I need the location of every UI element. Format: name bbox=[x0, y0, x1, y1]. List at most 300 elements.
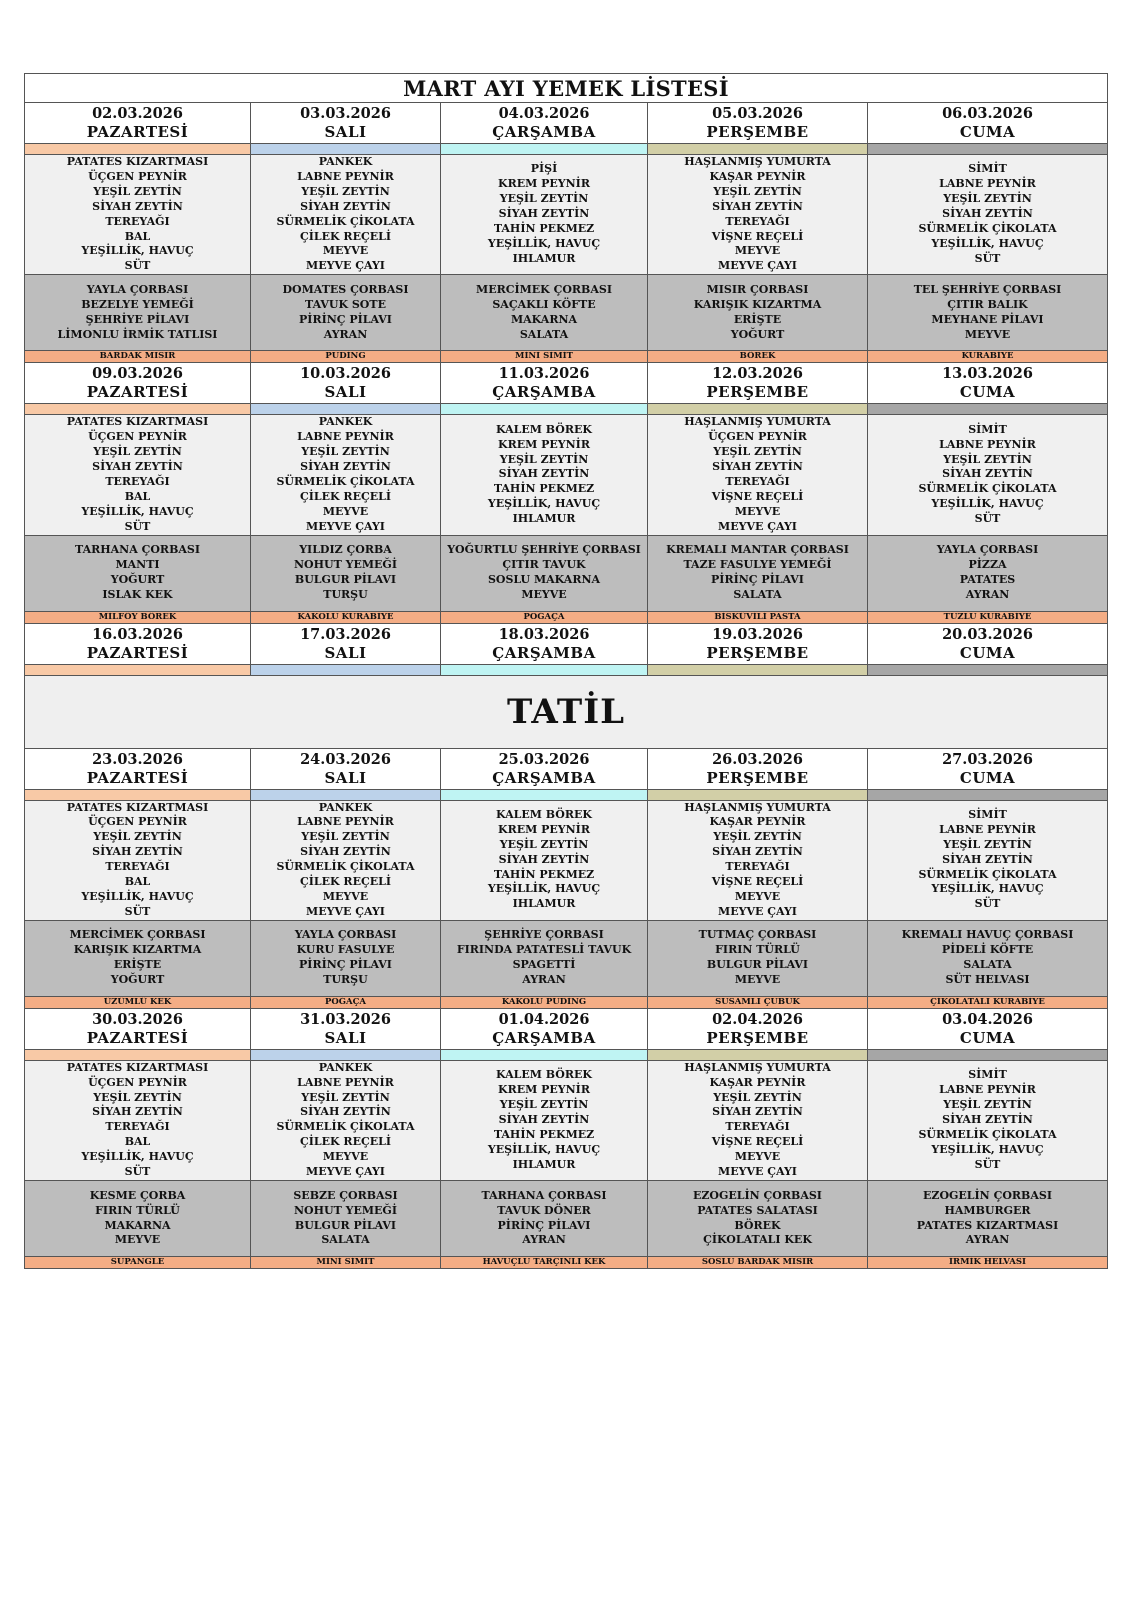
menu-item: YEŞİL ZEYTİN bbox=[93, 184, 182, 198]
menu-item: SÜRMELİK ÇİKOLATA bbox=[276, 1120, 415, 1134]
menu-item: PİRİNÇ PİLAVI bbox=[711, 573, 804, 586]
menu-item: AYRAN bbox=[522, 1233, 566, 1247]
day-color-strip bbox=[25, 144, 251, 155]
day-header bbox=[25, 748, 251, 789]
day-header bbox=[648, 363, 868, 404]
day-date: 09.03.2026 bbox=[92, 365, 183, 383]
menu-item: AYRAN bbox=[965, 587, 1010, 601]
menu-item: DOMATES ÇORBASI bbox=[282, 282, 409, 296]
breakfast-menu bbox=[868, 155, 1108, 275]
day-color-strip bbox=[441, 144, 648, 155]
menu-item: IHLAMUR bbox=[512, 251, 576, 265]
menu-item: SÜT bbox=[974, 1157, 1001, 1171]
snack-item: ÜZÜMLÜ KEK bbox=[25, 996, 251, 1008]
menu-item: SÜT HELVASI bbox=[945, 973, 1030, 987]
menu-item: SİYAH ZEYTİN bbox=[92, 199, 183, 213]
breakfast-menu bbox=[648, 800, 868, 920]
menu-item: PATATES SALATASI bbox=[697, 1203, 818, 1217]
day-color-strip bbox=[251, 789, 441, 800]
menu-item: FIRIN TÜRLÜ bbox=[715, 943, 800, 957]
menu-item: SAÇAKLI KÖFTE bbox=[492, 297, 596, 311]
day-header bbox=[441, 103, 648, 144]
menu-item: SİYAH ZEYTİN bbox=[498, 1112, 590, 1126]
menu-item: LABNE PEYNİR bbox=[939, 822, 1036, 836]
menu-item: PANKEK bbox=[318, 800, 373, 814]
day-name: PERŞEMBE bbox=[706, 1028, 809, 1047]
menu-item: BÖREK bbox=[734, 1218, 781, 1232]
day-color-strip bbox=[441, 1049, 648, 1060]
menu-item: ÇITIR BALIK bbox=[947, 297, 1028, 311]
lunch-menu bbox=[868, 535, 1108, 611]
day-name: PAZARTESİ bbox=[86, 383, 189, 402]
menu-item: YEŞİL ZEYTİN bbox=[93, 1090, 182, 1104]
holiday-row bbox=[25, 675, 1108, 748]
menu-item: HAŞLANMIŞ YUMURTA bbox=[684, 1060, 831, 1074]
day-color-strip bbox=[25, 1049, 251, 1060]
menu-item: MEYVE bbox=[734, 244, 781, 258]
menu-item: KALEM BÖREK bbox=[496, 1068, 592, 1082]
snack-item: BÖREK bbox=[648, 351, 868, 363]
lunch-menu bbox=[25, 1181, 251, 1257]
snack-row bbox=[25, 996, 1108, 1008]
menu-item: TAHİN PEKMEZ bbox=[493, 482, 595, 496]
menu-item: VİŞNE REÇELİ bbox=[711, 1135, 804, 1149]
menu-item: SİYAH ZEYTİN bbox=[712, 199, 803, 213]
menu-item: ÜÇGEN PEYNİR bbox=[708, 430, 807, 444]
menu-item: IHLAMUR bbox=[512, 1157, 576, 1171]
menu-item: TARHANA ÇORBASI bbox=[74, 543, 200, 557]
day-header bbox=[868, 623, 1108, 664]
color-strip-row bbox=[25, 789, 1108, 800]
day-date: 02.04.2026 bbox=[712, 1010, 803, 1028]
lunch-menu bbox=[251, 920, 441, 996]
menu-item: KREM PEYNİR bbox=[498, 822, 590, 836]
menu-item: SALATA bbox=[963, 958, 1012, 972]
menu-item: ÇİLEK REÇELİ bbox=[300, 229, 391, 243]
day-date: 26.03.2026 bbox=[712, 750, 803, 768]
menu-item: YEŞİL ZEYTİN bbox=[713, 184, 802, 198]
day-color-strip bbox=[441, 664, 648, 675]
day-header bbox=[441, 623, 648, 664]
menu-item: PANKEK bbox=[318, 415, 373, 429]
day-color-strip bbox=[868, 789, 1108, 800]
menu-item: SÜT bbox=[124, 519, 151, 533]
day-header bbox=[251, 103, 441, 144]
menu-item: YEŞİLLİK, HAVUÇ bbox=[931, 236, 1044, 250]
menu-item: EZOGELİN ÇORBASI bbox=[693, 1188, 822, 1202]
lunch-menu bbox=[251, 535, 441, 611]
menu-item: TEREYAĞI bbox=[725, 860, 790, 874]
menu-item: TAZE FASULYE YEMEĞİ bbox=[683, 558, 832, 572]
breakfast-menu bbox=[251, 155, 441, 275]
menu-item: YEŞİL ZEYTİN bbox=[499, 452, 589, 466]
menu-item: KREM PEYNİR bbox=[498, 177, 590, 191]
day-name: PAZARTESİ bbox=[86, 643, 189, 662]
menu-item: YOĞURTLU ŞEHRİYE ÇORBASI bbox=[447, 543, 641, 557]
menu-item: PATATES KIZARTMASI bbox=[66, 415, 209, 429]
menu-item: YEŞİLLİK, HAVUÇ bbox=[931, 1142, 1044, 1156]
menu-item: MEYVE bbox=[734, 973, 781, 987]
menu-item: BAL bbox=[124, 489, 151, 503]
day-header bbox=[251, 748, 441, 789]
day-date: 12.03.2026 bbox=[712, 365, 803, 383]
menu-item: SİYAH ZEYTİN bbox=[300, 1105, 391, 1119]
menu-item: TAHİN PEKMEZ bbox=[493, 222, 595, 236]
menu-item: TAVUK SOTE bbox=[305, 297, 386, 311]
menu-item: SİYAH ZEYTİN bbox=[92, 459, 183, 473]
snack-item: BARDAK MISIR bbox=[25, 351, 251, 363]
day-date: 23.03.2026 bbox=[92, 750, 183, 768]
menu-item: YEŞİL ZEYTİN bbox=[93, 830, 182, 844]
menu-item: YEŞİL ZEYTİN bbox=[943, 192, 1032, 206]
day-color-strip bbox=[441, 404, 648, 415]
snack-item: İRMİK HELVASI bbox=[868, 1257, 1108, 1269]
menu-item: TEREYAĞI bbox=[105, 860, 170, 874]
menu-item: SİYAH ZEYTİN bbox=[942, 852, 1033, 866]
day-name: PERŞEMBE bbox=[706, 768, 809, 787]
color-strip-row bbox=[25, 404, 1108, 415]
day-color-strip bbox=[868, 1049, 1108, 1060]
day-name: SALI bbox=[324, 123, 367, 141]
lunch-menu bbox=[648, 275, 868, 351]
menu-item: PATATES KIZARTMASI bbox=[66, 155, 209, 168]
menu-item: ÇİLEK REÇELİ bbox=[300, 1135, 391, 1149]
menu-item: ÜÇGEN PEYNİR bbox=[88, 815, 187, 829]
day-date: 30.03.2026 bbox=[92, 1010, 183, 1028]
menu-item: SİYAH ZEYTİN bbox=[712, 459, 803, 473]
menu-item: TEL ŞEHRİYE ÇORBASI bbox=[913, 282, 1062, 296]
breakfast-row bbox=[25, 800, 1108, 920]
breakfast-menu bbox=[868, 800, 1108, 920]
day-header bbox=[25, 623, 251, 664]
breakfast-menu bbox=[25, 415, 251, 535]
day-date: 01.04.2026 bbox=[498, 1010, 590, 1028]
day-name: PERŞEMBE bbox=[706, 383, 809, 402]
day-date: 24.03.2026 bbox=[300, 750, 391, 768]
lunch-menu bbox=[441, 535, 648, 611]
lunch-row bbox=[25, 920, 1108, 996]
day-name: SALI bbox=[324, 1028, 367, 1047]
day-date: 20.03.2026 bbox=[942, 625, 1033, 643]
menu-item: KREM PEYNİR bbox=[498, 437, 590, 451]
menu-item: YEŞİLLİK, HAVUÇ bbox=[487, 1142, 601, 1156]
menu-item: NOHUT YEMEĞİ bbox=[294, 558, 397, 572]
menu-item: SÜT bbox=[124, 904, 151, 918]
menu-item: MEYVE bbox=[734, 1150, 781, 1164]
day-header bbox=[648, 623, 868, 664]
menu-item: SÜT bbox=[974, 251, 1001, 265]
menu-item: PİDELİ KÖFTE bbox=[941, 943, 1034, 957]
day-header bbox=[648, 103, 868, 144]
day-color-strip bbox=[251, 1049, 441, 1060]
day-name: CUMA bbox=[959, 383, 1016, 402]
menu-item: SÜRMELİK ÇİKOLATA bbox=[918, 482, 1057, 496]
day-color-strip bbox=[25, 664, 251, 675]
day-date: 03.04.2026 bbox=[942, 1010, 1033, 1028]
day-name: SALI bbox=[324, 768, 367, 787]
menu-item: SÜRMELİK ÇİKOLATA bbox=[276, 860, 415, 874]
snack-row bbox=[25, 611, 1108, 623]
day-header-row bbox=[25, 1008, 1108, 1049]
menu-item: AYRAN bbox=[323, 327, 368, 341]
day-header bbox=[868, 363, 1108, 404]
menu-item: YILDIZ ÇORBA bbox=[299, 543, 392, 557]
lunch-row bbox=[25, 535, 1108, 611]
menu-item: PATATES KIZARTMASI bbox=[66, 1060, 209, 1074]
menu-table bbox=[24, 73, 1108, 1269]
menu-item: PANKEK bbox=[318, 1060, 373, 1074]
day-date: 04.03.2026 bbox=[498, 105, 590, 122]
menu-item: LİMONLU İRMİK TATLISI bbox=[57, 327, 218, 341]
menu-item: SİMİT bbox=[968, 162, 1007, 176]
day-color-strip bbox=[251, 664, 441, 675]
menu-item: SÜRMELİK ÇİKOLATA bbox=[918, 1127, 1057, 1141]
day-name: PERŞEMBE bbox=[706, 643, 809, 662]
menu-item: TAHİN PEKMEZ bbox=[493, 867, 595, 881]
day-date: 13.03.2026 bbox=[942, 365, 1033, 383]
menu-item: BAL bbox=[124, 229, 151, 243]
day-color-strip bbox=[868, 144, 1108, 155]
snack-item: SOSLU BARDAK MISIR bbox=[648, 1257, 868, 1269]
menu-item: BULGUR PİLAVI bbox=[706, 958, 809, 972]
lunch-menu bbox=[251, 275, 441, 351]
lunch-menu bbox=[868, 920, 1108, 996]
menu-item: ÜÇGEN PEYNİR bbox=[88, 169, 187, 183]
day-color-strip bbox=[648, 789, 868, 800]
menu-item: SİYAH ZEYTİN bbox=[712, 845, 803, 859]
menu-item: MAKARNA bbox=[510, 312, 578, 326]
day-header bbox=[648, 1008, 868, 1049]
menu-item: YEŞİL ZEYTİN bbox=[301, 1090, 390, 1104]
menu-item: SEBZE ÇORBASI bbox=[293, 1188, 398, 1202]
menu-item: MEYVE bbox=[322, 889, 369, 903]
menu-item: TARHANA ÇORBASI bbox=[481, 1188, 607, 1202]
snack-item: MİNİ SİMİT bbox=[251, 1257, 441, 1269]
menu-item: YEŞİLLİK, HAVUÇ bbox=[81, 889, 194, 903]
menu-item: KREM PEYNİR bbox=[498, 1083, 590, 1097]
breakfast-row bbox=[25, 155, 1108, 275]
menu-item: KREMALI HAVUÇ ÇORBASI bbox=[901, 928, 1074, 942]
menu-item: FIRINDA PATATESLİ TAVUK bbox=[456, 943, 632, 957]
menu-item: MEYVE ÇAYI bbox=[718, 904, 797, 918]
menu-item: FIRIN TÜRLÜ bbox=[95, 1203, 180, 1217]
color-strip-row bbox=[25, 664, 1108, 675]
menu-item: SİYAH ZEYTİN bbox=[498, 852, 590, 866]
menu-item: MEYVE bbox=[734, 504, 781, 518]
lunch-menu bbox=[251, 1181, 441, 1257]
title-row bbox=[25, 74, 1108, 103]
menu-item: PANKEK bbox=[318, 155, 373, 168]
breakfast-menu bbox=[251, 415, 441, 535]
day-name: SALI bbox=[324, 643, 367, 662]
menu-item: LABNE PEYNİR bbox=[297, 169, 394, 183]
menu-item: SÜT bbox=[974, 897, 1001, 911]
menu-item: MEYVE bbox=[521, 587, 567, 601]
menu-item: KALEM BÖREK bbox=[496, 807, 592, 821]
menu-item: VİŞNE REÇELİ bbox=[711, 875, 804, 889]
menu-item: MEYVE ÇAYI bbox=[306, 904, 385, 918]
menu-item: NOHUT YEMEĞİ bbox=[294, 1203, 397, 1217]
menu-item: BEZELYE YEMEĞİ bbox=[81, 297, 194, 311]
day-header-row bbox=[25, 363, 1108, 404]
menu-item: MEYVE bbox=[322, 504, 369, 518]
day-header-row bbox=[25, 623, 1108, 664]
menu-item: YEŞİLLİK, HAVUÇ bbox=[931, 497, 1044, 511]
menu-item: AYRAN bbox=[965, 1233, 1010, 1247]
day-color-strip bbox=[251, 404, 441, 415]
day-name: CUMA bbox=[959, 768, 1016, 787]
snack-row bbox=[25, 351, 1108, 363]
menu-item: SPAGETTİ bbox=[512, 958, 576, 972]
menu-item: MAKARNA bbox=[104, 1218, 171, 1232]
menu-item: SİYAH ZEYTİN bbox=[300, 845, 391, 859]
menu-item: VİŞNE REÇELİ bbox=[711, 229, 804, 243]
breakfast-menu bbox=[648, 415, 868, 535]
breakfast-menu bbox=[441, 1060, 648, 1180]
day-name: ÇARŞAMBA bbox=[492, 1028, 596, 1047]
menu-item: ÇİLEK REÇELİ bbox=[300, 489, 391, 503]
menu-item: VİŞNE REÇELİ bbox=[711, 489, 804, 503]
day-date: 06.03.2026 bbox=[942, 105, 1033, 122]
snack-item: ÇİKOLATALI KURABİYE bbox=[868, 996, 1108, 1008]
menu-item: BULGUR PİLAVI bbox=[294, 1218, 397, 1232]
menu-item: SİMİT bbox=[968, 1068, 1007, 1082]
breakfast-row bbox=[25, 1060, 1108, 1180]
day-date: 19.03.2026 bbox=[712, 625, 803, 643]
menu-item: TEREYAĞI bbox=[725, 1120, 790, 1134]
day-name: ÇARŞAMBA bbox=[492, 383, 596, 402]
menu-item: YAYLA ÇORBASI bbox=[936, 543, 1039, 557]
menu-item: YEŞİLLİK, HAVUÇ bbox=[487, 236, 601, 250]
menu-item: KURU FASULYE bbox=[296, 943, 395, 957]
snack-item: TUZLU KURABİYE bbox=[868, 611, 1108, 623]
menu-item: YEŞİL ZEYTİN bbox=[301, 184, 390, 198]
menu-item: MEYVE bbox=[964, 327, 1011, 341]
day-header bbox=[25, 1008, 251, 1049]
menu-item: ÜÇGEN PEYNİR bbox=[88, 430, 187, 444]
snack-item: BİSKÜVİLİ PASTA bbox=[648, 611, 868, 623]
menu-item: LABNE PEYNİR bbox=[939, 177, 1036, 191]
day-date: 10.03.2026 bbox=[300, 365, 391, 383]
snack-item: KAKOLU KURABİYE bbox=[251, 611, 441, 623]
day-header bbox=[868, 1008, 1108, 1049]
day-header bbox=[25, 103, 251, 144]
menu-item: SÜT bbox=[124, 259, 151, 273]
menu-item: YEŞİLLİK, HAVUÇ bbox=[487, 882, 601, 896]
breakfast-menu bbox=[868, 1060, 1108, 1180]
snack-item: POĞAÇA bbox=[251, 996, 441, 1008]
day-header-row bbox=[25, 748, 1108, 789]
breakfast-menu bbox=[25, 155, 251, 275]
day-color-strip bbox=[25, 789, 251, 800]
day-name: ÇARŞAMBA bbox=[492, 643, 596, 662]
menu-item: ŞEHRİYE PİLAVI bbox=[85, 312, 190, 326]
day-name: SALI bbox=[324, 383, 367, 402]
menu-item: SOSLU MAKARNA bbox=[487, 573, 601, 586]
day-header bbox=[251, 623, 441, 664]
menu-item: TAHİN PEKMEZ bbox=[493, 1127, 595, 1141]
menu-item: KAŞAR PEYNİR bbox=[709, 815, 806, 829]
menu-item: SÜRMELİK ÇİKOLATA bbox=[276, 474, 415, 488]
day-color-strip bbox=[868, 664, 1108, 675]
menu-item: MERCİMEK ÇORBASI bbox=[69, 928, 206, 942]
menu-item: EZOGELİN ÇORBASI bbox=[923, 1188, 1052, 1202]
lunch-menu bbox=[441, 920, 648, 996]
day-name: ÇARŞAMBA bbox=[492, 123, 596, 141]
snack-item: KAKOLU PUDİNG bbox=[441, 996, 648, 1008]
menu-item: PATATES KIZARTMASI bbox=[66, 800, 209, 814]
lunch-menu bbox=[25, 920, 251, 996]
day-color-strip bbox=[251, 144, 441, 155]
menu-item: BAL bbox=[124, 875, 151, 889]
day-color-strip bbox=[648, 1049, 868, 1060]
menu-item: ISLAK KEK bbox=[102, 587, 173, 601]
menu-item: MEYVE ÇAYI bbox=[718, 259, 797, 273]
day-date: 18.03.2026 bbox=[498, 625, 590, 643]
day-name: PERŞEMBE bbox=[706, 123, 809, 141]
menu-item: MEYVE ÇAYI bbox=[306, 1165, 385, 1179]
menu-item: AYRAN bbox=[522, 973, 566, 987]
day-header bbox=[441, 1008, 648, 1049]
menu-item: KALEM BÖREK bbox=[496, 422, 592, 436]
day-date: 25.03.2026 bbox=[498, 750, 590, 768]
menu-item: MEYVE ÇAYI bbox=[718, 1165, 797, 1179]
menu-item: SÜRMELİK ÇİKOLATA bbox=[918, 222, 1057, 236]
menu-item: BAL bbox=[124, 1135, 151, 1149]
menu-item: PATATES bbox=[959, 573, 1016, 586]
menu-item: BULGUR PİLAVI bbox=[294, 573, 397, 586]
snack-item: SUPANGLE bbox=[25, 1257, 251, 1269]
day-date: 05.03.2026 bbox=[712, 105, 803, 122]
menu-item: YEŞİL ZEYTİN bbox=[301, 445, 390, 459]
menu-item: YEŞİL ZEYTİN bbox=[713, 445, 802, 459]
snack-item: POĞAÇA bbox=[441, 611, 648, 623]
menu-item: YEŞİL ZEYTİN bbox=[499, 837, 589, 851]
menu-item: LABNE PEYNİR bbox=[297, 1075, 394, 1089]
lunch-menu bbox=[648, 1181, 868, 1257]
breakfast-menu bbox=[251, 800, 441, 920]
day-date: 31.03.2026 bbox=[300, 1010, 391, 1028]
menu-item: HAŞLANMIŞ YUMURTA bbox=[684, 415, 831, 429]
menu-item: SİYAH ZEYTİN bbox=[942, 1112, 1033, 1126]
menu-item: YOĞURT bbox=[730, 327, 785, 341]
menu-item: MERCİMEK ÇORBASI bbox=[476, 282, 612, 296]
day-name: PAZARTESİ bbox=[86, 123, 189, 141]
menu-item: YOĞURT bbox=[110, 573, 165, 586]
menu-item: SÜRMELİK ÇİKOLATA bbox=[276, 214, 415, 228]
menu-item: SÜT bbox=[974, 512, 1001, 526]
menu-item: LABNE PEYNİR bbox=[297, 430, 394, 444]
menu-item: MANTI bbox=[115, 558, 160, 572]
menu-item: ŞEHRİYE ÇORBASI bbox=[484, 928, 604, 942]
day-header bbox=[251, 1008, 441, 1049]
day-header bbox=[868, 748, 1108, 789]
menu-item: TAVUK DÖNER bbox=[497, 1203, 591, 1217]
menu-item: MEYVE bbox=[114, 1233, 161, 1247]
menu-item: MEYVE bbox=[734, 889, 781, 903]
menu-item: YEŞİL ZEYTİN bbox=[499, 1098, 589, 1112]
day-name: CUMA bbox=[959, 1028, 1016, 1047]
menu-item: ÇİLEK REÇELİ bbox=[300, 875, 391, 889]
breakfast-menu bbox=[441, 415, 648, 535]
day-header bbox=[441, 363, 648, 404]
breakfast-menu bbox=[868, 415, 1108, 535]
day-date: 16.03.2026 bbox=[92, 625, 183, 643]
day-color-strip bbox=[648, 664, 868, 675]
menu-item: YEŞİL ZEYTİN bbox=[943, 1098, 1032, 1112]
menu-item: HAŞLANMIŞ YUMURTA bbox=[684, 800, 831, 814]
lunch-menu bbox=[868, 1181, 1108, 1257]
